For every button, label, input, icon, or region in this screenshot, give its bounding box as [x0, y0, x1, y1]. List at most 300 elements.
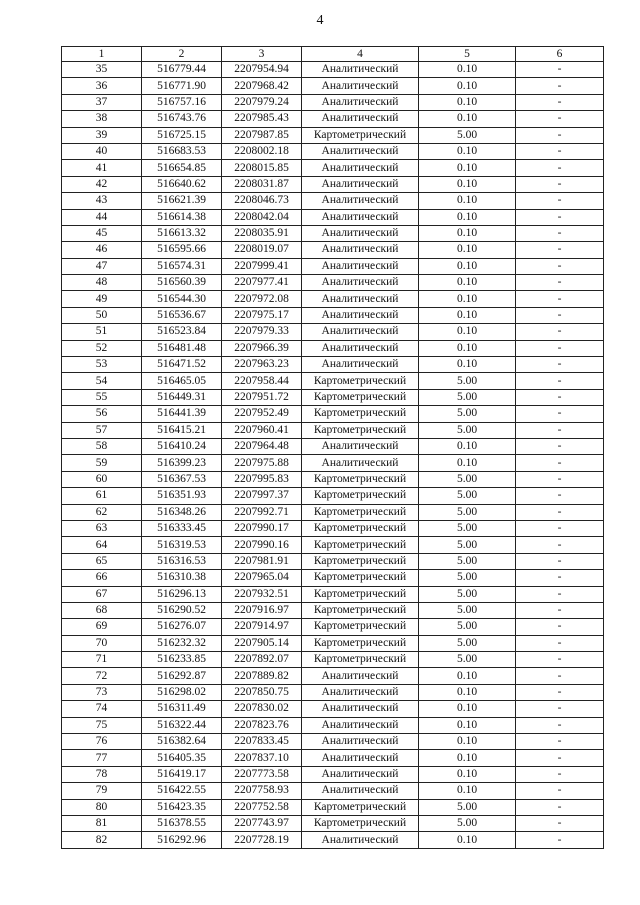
header-cell-6: 6: [516, 47, 604, 62]
note-cell: -: [516, 488, 604, 504]
method-cell: Аналитический: [302, 258, 419, 274]
y-coordinate-cell: 2207997.37: [222, 488, 302, 504]
method-cell: Аналитический: [302, 783, 419, 799]
note-cell: -: [516, 389, 604, 405]
table-row: [62, 242, 604, 258]
table-row: [62, 750, 604, 766]
x-coordinate-cell: 516296.13: [142, 586, 222, 602]
x-coordinate-cell: 516348.26: [142, 504, 222, 520]
table-row: [62, 652, 604, 668]
accuracy-cell: 0.10: [419, 78, 516, 94]
table-row: [62, 717, 604, 733]
point-number-cell: 46: [62, 242, 142, 258]
accuracy-cell: 0.10: [419, 340, 516, 356]
point-number-cell: 63: [62, 520, 142, 536]
table-row: [62, 307, 604, 323]
y-coordinate-cell: 2207892.07: [222, 652, 302, 668]
accuracy-cell: 0.10: [419, 734, 516, 750]
y-coordinate-cell: 2207981.91: [222, 553, 302, 569]
accuracy-cell: 5.00: [419, 635, 516, 651]
point-number-cell: 41: [62, 160, 142, 176]
method-cell: Аналитический: [302, 143, 419, 159]
accuracy-cell: 0.10: [419, 684, 516, 700]
method-cell: Картометрический: [302, 373, 419, 389]
table-row: [62, 275, 604, 291]
method-cell: Картометрический: [302, 488, 419, 504]
table-row: [62, 619, 604, 635]
point-number-cell: 36: [62, 78, 142, 94]
x-coordinate-cell: 516560.39: [142, 275, 222, 291]
x-coordinate-cell: 516310.38: [142, 570, 222, 586]
method-cell: Картометрический: [302, 520, 419, 536]
x-coordinate-cell: 516481.48: [142, 340, 222, 356]
table-row: [62, 127, 604, 143]
x-coordinate-cell: 516779.44: [142, 62, 222, 78]
y-coordinate-cell: 2208019.07: [222, 242, 302, 258]
y-coordinate-cell: 2207958.44: [222, 373, 302, 389]
note-cell: -: [516, 160, 604, 176]
point-number-cell: 65: [62, 553, 142, 569]
accuracy-cell: 0.10: [419, 62, 516, 78]
method-cell: Аналитический: [302, 275, 419, 291]
accuracy-cell: 0.10: [419, 143, 516, 159]
accuracy-cell: 5.00: [419, 602, 516, 618]
table-row: [62, 94, 604, 110]
accuracy-cell: 0.10: [419, 783, 516, 799]
x-coordinate-cell: 516292.87: [142, 668, 222, 684]
table-row: [62, 766, 604, 782]
y-coordinate-cell: 2207999.41: [222, 258, 302, 274]
y-coordinate-cell: 2207966.39: [222, 340, 302, 356]
point-number-cell: 48: [62, 275, 142, 291]
table-row: [62, 225, 604, 241]
y-coordinate-cell: 2207975.88: [222, 455, 302, 471]
table-row: [62, 111, 604, 127]
method-cell: Аналитический: [302, 193, 419, 209]
method-cell: Аналитический: [302, 832, 419, 848]
point-number-cell: 81: [62, 815, 142, 831]
point-number-cell: 51: [62, 324, 142, 340]
x-coordinate-cell: 516367.53: [142, 471, 222, 487]
y-coordinate-cell: 2207830.02: [222, 701, 302, 717]
method-cell: Аналитический: [302, 717, 419, 733]
y-coordinate-cell: 2207987.85: [222, 127, 302, 143]
accuracy-cell: 5.00: [419, 570, 516, 586]
y-coordinate-cell: 2207965.04: [222, 570, 302, 586]
note-cell: -: [516, 209, 604, 225]
note-cell: -: [516, 668, 604, 684]
x-coordinate-cell: 516536.67: [142, 307, 222, 323]
x-coordinate-cell: 516423.35: [142, 799, 222, 815]
point-number-cell: 44: [62, 209, 142, 225]
note-cell: -: [516, 340, 604, 356]
note-cell: -: [516, 832, 604, 848]
point-number-cell: 43: [62, 193, 142, 209]
accuracy-cell: 0.10: [419, 750, 516, 766]
table-row: [62, 340, 604, 356]
point-number-cell: 77: [62, 750, 142, 766]
point-number-cell: 71: [62, 652, 142, 668]
accuracy-cell: 0.10: [419, 176, 516, 192]
accuracy-cell: 0.10: [419, 258, 516, 274]
table-row: [62, 62, 604, 78]
table-row: [62, 504, 604, 520]
table-row: [62, 258, 604, 274]
table-row: [62, 291, 604, 307]
x-coordinate-cell: 516725.15: [142, 127, 222, 143]
table-row: [62, 783, 604, 799]
x-coordinate-cell: 516614.38: [142, 209, 222, 225]
note-cell: -: [516, 94, 604, 110]
x-coordinate-cell: 516399.23: [142, 455, 222, 471]
method-cell: Аналитический: [302, 111, 419, 127]
y-coordinate-cell: 2207990.16: [222, 537, 302, 553]
method-cell: Аналитический: [302, 734, 419, 750]
method-cell: Картометрический: [302, 553, 419, 569]
y-coordinate-cell: 2207990.17: [222, 520, 302, 536]
accuracy-cell: 0.10: [419, 275, 516, 291]
table-row: [62, 832, 604, 848]
method-cell: Картометрический: [302, 619, 419, 635]
page-number: 4: [316, 13, 324, 28]
table-row: [62, 602, 604, 618]
method-cell: Аналитический: [302, 340, 419, 356]
y-coordinate-cell: 2207979.33: [222, 324, 302, 340]
note-cell: -: [516, 438, 604, 454]
note-cell: -: [516, 176, 604, 192]
method-cell: Аналитический: [302, 291, 419, 307]
x-coordinate-cell: 516415.21: [142, 422, 222, 438]
note-cell: -: [516, 275, 604, 291]
method-cell: Аналитический: [302, 160, 419, 176]
point-number-cell: 62: [62, 504, 142, 520]
y-coordinate-cell: 2207972.08: [222, 291, 302, 307]
y-coordinate-cell: 2207758.93: [222, 783, 302, 799]
method-cell: Аналитический: [302, 684, 419, 700]
point-number-cell: 59: [62, 455, 142, 471]
y-coordinate-cell: 2207743.97: [222, 815, 302, 831]
method-cell: Картометрический: [302, 406, 419, 422]
point-number-cell: 76: [62, 734, 142, 750]
accuracy-cell: 5.00: [419, 406, 516, 422]
note-cell: -: [516, 717, 604, 733]
accuracy-cell: 0.10: [419, 111, 516, 127]
method-cell: Аналитический: [302, 701, 419, 717]
y-coordinate-cell: 2207995.83: [222, 471, 302, 487]
method-cell: Аналитический: [302, 455, 419, 471]
note-cell: -: [516, 537, 604, 553]
method-cell: Аналитический: [302, 242, 419, 258]
point-number-cell: 69: [62, 619, 142, 635]
point-number-cell: 53: [62, 357, 142, 373]
point-number-cell: 78: [62, 766, 142, 782]
note-cell: -: [516, 652, 604, 668]
point-number-cell: 42: [62, 176, 142, 192]
point-number-cell: 35: [62, 62, 142, 78]
y-coordinate-cell: 2207916.97: [222, 602, 302, 618]
table-row: [62, 357, 604, 373]
x-coordinate-cell: 516233.85: [142, 652, 222, 668]
accuracy-cell: 5.00: [419, 815, 516, 831]
method-cell: Картометрический: [302, 127, 419, 143]
note-cell: -: [516, 602, 604, 618]
table-row: [62, 553, 604, 569]
header-cell-2: 2: [142, 47, 222, 62]
x-coordinate-cell: 516422.55: [142, 783, 222, 799]
x-coordinate-cell: 516544.30: [142, 291, 222, 307]
accuracy-cell: 0.10: [419, 455, 516, 471]
note-cell: -: [516, 635, 604, 651]
y-coordinate-cell: 2207932.51: [222, 586, 302, 602]
x-coordinate-cell: 516382.64: [142, 734, 222, 750]
y-coordinate-cell: 2207960.41: [222, 422, 302, 438]
y-coordinate-cell: 2207977.41: [222, 275, 302, 291]
x-coordinate-cell: 516771.90: [142, 78, 222, 94]
header-cell-4: 4: [302, 47, 419, 62]
table-row: [62, 668, 604, 684]
method-cell: Картометрический: [302, 422, 419, 438]
table-row: [62, 471, 604, 487]
point-number-cell: 64: [62, 537, 142, 553]
note-cell: -: [516, 62, 604, 78]
table-row: [62, 78, 604, 94]
method-cell: Картометрический: [302, 471, 419, 487]
note-cell: -: [516, 307, 604, 323]
note-cell: -: [516, 78, 604, 94]
point-number-cell: 75: [62, 717, 142, 733]
x-coordinate-cell: 516351.93: [142, 488, 222, 504]
y-coordinate-cell: 2207889.82: [222, 668, 302, 684]
y-coordinate-cell: 2207951.72: [222, 389, 302, 405]
x-coordinate-cell: 516292.96: [142, 832, 222, 848]
accuracy-cell: 5.00: [419, 652, 516, 668]
accuracy-cell: 0.10: [419, 701, 516, 717]
table-row: [62, 701, 604, 717]
point-number-cell: 73: [62, 684, 142, 700]
table-row: [62, 438, 604, 454]
method-cell: Картометрический: [302, 570, 419, 586]
table-row: [62, 570, 604, 586]
accuracy-cell: 0.10: [419, 225, 516, 241]
method-cell: Аналитический: [302, 750, 419, 766]
note-cell: -: [516, 783, 604, 799]
accuracy-cell: 0.10: [419, 209, 516, 225]
method-cell: Картометрический: [302, 586, 419, 602]
coordinates-table: [61, 46, 604, 849]
y-coordinate-cell: 2208035.91: [222, 225, 302, 241]
accuracy-cell: 0.10: [419, 324, 516, 340]
y-coordinate-cell: 2207773.58: [222, 766, 302, 782]
x-coordinate-cell: 516333.45: [142, 520, 222, 536]
table-row: [62, 586, 604, 602]
y-coordinate-cell: 2207837.10: [222, 750, 302, 766]
y-coordinate-cell: 2207914.97: [222, 619, 302, 635]
y-coordinate-cell: 2207954.94: [222, 62, 302, 78]
x-coordinate-cell: 516410.24: [142, 438, 222, 454]
note-cell: -: [516, 750, 604, 766]
point-number-cell: 49: [62, 291, 142, 307]
note-cell: -: [516, 455, 604, 471]
point-number-cell: 82: [62, 832, 142, 848]
note-cell: -: [516, 471, 604, 487]
x-coordinate-cell: 516290.52: [142, 602, 222, 618]
note-cell: -: [516, 111, 604, 127]
y-coordinate-cell: 2207964.48: [222, 438, 302, 454]
note-cell: -: [516, 406, 604, 422]
accuracy-cell: 5.00: [419, 127, 516, 143]
table-row: [62, 176, 604, 192]
point-number-cell: 52: [62, 340, 142, 356]
x-coordinate-cell: 516316.53: [142, 553, 222, 569]
point-number-cell: 39: [62, 127, 142, 143]
point-number-cell: 79: [62, 783, 142, 799]
accuracy-cell: 5.00: [419, 537, 516, 553]
table-row: [62, 373, 604, 389]
header-cell-1: 1: [62, 47, 142, 62]
x-coordinate-cell: 516322.44: [142, 717, 222, 733]
x-coordinate-cell: 516743.76: [142, 111, 222, 127]
table-row: [62, 734, 604, 750]
note-cell: -: [516, 734, 604, 750]
point-number-cell: 66: [62, 570, 142, 586]
method-cell: Аналитический: [302, 438, 419, 454]
note-cell: -: [516, 553, 604, 569]
y-coordinate-cell: 2207952.49: [222, 406, 302, 422]
table-row: [62, 537, 604, 553]
method-cell: Аналитический: [302, 78, 419, 94]
note-cell: -: [516, 291, 604, 307]
table-row: [62, 389, 604, 405]
accuracy-cell: 0.10: [419, 668, 516, 684]
y-coordinate-cell: 2207728.19: [222, 832, 302, 848]
method-cell: Картометрический: [302, 602, 419, 618]
table-row: [62, 324, 604, 340]
header-cell-3: 3: [222, 47, 302, 62]
note-cell: -: [516, 324, 604, 340]
point-number-cell: 72: [62, 668, 142, 684]
table-row: [62, 422, 604, 438]
note-cell: -: [516, 766, 604, 782]
table-row: [62, 684, 604, 700]
y-coordinate-cell: 2207833.45: [222, 734, 302, 750]
accuracy-cell: 5.00: [419, 471, 516, 487]
header-row: [62, 47, 604, 62]
accuracy-cell: 5.00: [419, 373, 516, 389]
accuracy-cell: 0.10: [419, 766, 516, 782]
method-cell: Аналитический: [302, 668, 419, 684]
accuracy-cell: 5.00: [419, 553, 516, 569]
accuracy-cell: 5.00: [419, 488, 516, 504]
point-number-cell: 45: [62, 225, 142, 241]
accuracy-cell: 0.10: [419, 160, 516, 176]
x-coordinate-cell: 516232.32: [142, 635, 222, 651]
accuracy-cell: 5.00: [419, 619, 516, 635]
accuracy-cell: 0.10: [419, 357, 516, 373]
note-cell: -: [516, 520, 604, 536]
point-number-cell: 50: [62, 307, 142, 323]
point-number-cell: 68: [62, 602, 142, 618]
point-number-cell: 40: [62, 143, 142, 159]
method-cell: Аналитический: [302, 307, 419, 323]
note-cell: -: [516, 193, 604, 209]
accuracy-cell: 5.00: [419, 520, 516, 536]
x-coordinate-cell: 516449.31: [142, 389, 222, 405]
x-coordinate-cell: 516683.53: [142, 143, 222, 159]
point-number-cell: 38: [62, 111, 142, 127]
y-coordinate-cell: 2207968.42: [222, 78, 302, 94]
header-cell-5: 5: [419, 47, 516, 62]
y-coordinate-cell: 2208002.18: [222, 143, 302, 159]
x-coordinate-cell: 516595.66: [142, 242, 222, 258]
method-cell: Картометрический: [302, 815, 419, 831]
method-cell: Аналитический: [302, 357, 419, 373]
point-number-cell: 67: [62, 586, 142, 602]
point-number-cell: 57: [62, 422, 142, 438]
y-coordinate-cell: 2207850.75: [222, 684, 302, 700]
y-coordinate-cell: 2207979.24: [222, 94, 302, 110]
accuracy-cell: 0.10: [419, 438, 516, 454]
y-coordinate-cell: 2207963.23: [222, 357, 302, 373]
y-coordinate-cell: 2208042.04: [222, 209, 302, 225]
accuracy-cell: 0.10: [419, 307, 516, 323]
accuracy-cell: 0.10: [419, 193, 516, 209]
note-cell: -: [516, 815, 604, 831]
note-cell: -: [516, 570, 604, 586]
point-number-cell: 55: [62, 389, 142, 405]
accuracy-cell: 5.00: [419, 422, 516, 438]
y-coordinate-cell: 2207992.71: [222, 504, 302, 520]
note-cell: -: [516, 242, 604, 258]
accuracy-cell: 0.10: [419, 291, 516, 307]
table-row: [62, 143, 604, 159]
method-cell: Аналитический: [302, 94, 419, 110]
table-row: [62, 406, 604, 422]
note-cell: -: [516, 504, 604, 520]
y-coordinate-cell: 2208015.85: [222, 160, 302, 176]
x-coordinate-cell: 516319.53: [142, 537, 222, 553]
x-coordinate-cell: 516298.02: [142, 684, 222, 700]
accuracy-cell: 5.00: [419, 799, 516, 815]
y-coordinate-cell: 2207823.76: [222, 717, 302, 733]
note-cell: -: [516, 586, 604, 602]
method-cell: Картометрический: [302, 537, 419, 553]
note-cell: -: [516, 143, 604, 159]
point-number-cell: 60: [62, 471, 142, 487]
point-number-cell: 54: [62, 373, 142, 389]
point-number-cell: 74: [62, 701, 142, 717]
table-body: [62, 62, 604, 849]
method-cell: Картометрический: [302, 504, 419, 520]
point-number-cell: 37: [62, 94, 142, 110]
y-coordinate-cell: 2208031.87: [222, 176, 302, 192]
accuracy-cell: 5.00: [419, 389, 516, 405]
accuracy-cell: 0.10: [419, 242, 516, 258]
y-coordinate-cell: 2207975.17: [222, 307, 302, 323]
accuracy-cell: 0.10: [419, 717, 516, 733]
table-row: [62, 520, 604, 536]
x-coordinate-cell: 516465.05: [142, 373, 222, 389]
table-row: [62, 815, 604, 831]
accuracy-cell: 5.00: [419, 504, 516, 520]
table-row: [62, 635, 604, 651]
point-number-cell: 47: [62, 258, 142, 274]
method-cell: Аналитический: [302, 176, 419, 192]
table-row: [62, 193, 604, 209]
x-coordinate-cell: 516311.49: [142, 701, 222, 717]
point-number-cell: 70: [62, 635, 142, 651]
note-cell: -: [516, 225, 604, 241]
method-cell: Аналитический: [302, 62, 419, 78]
